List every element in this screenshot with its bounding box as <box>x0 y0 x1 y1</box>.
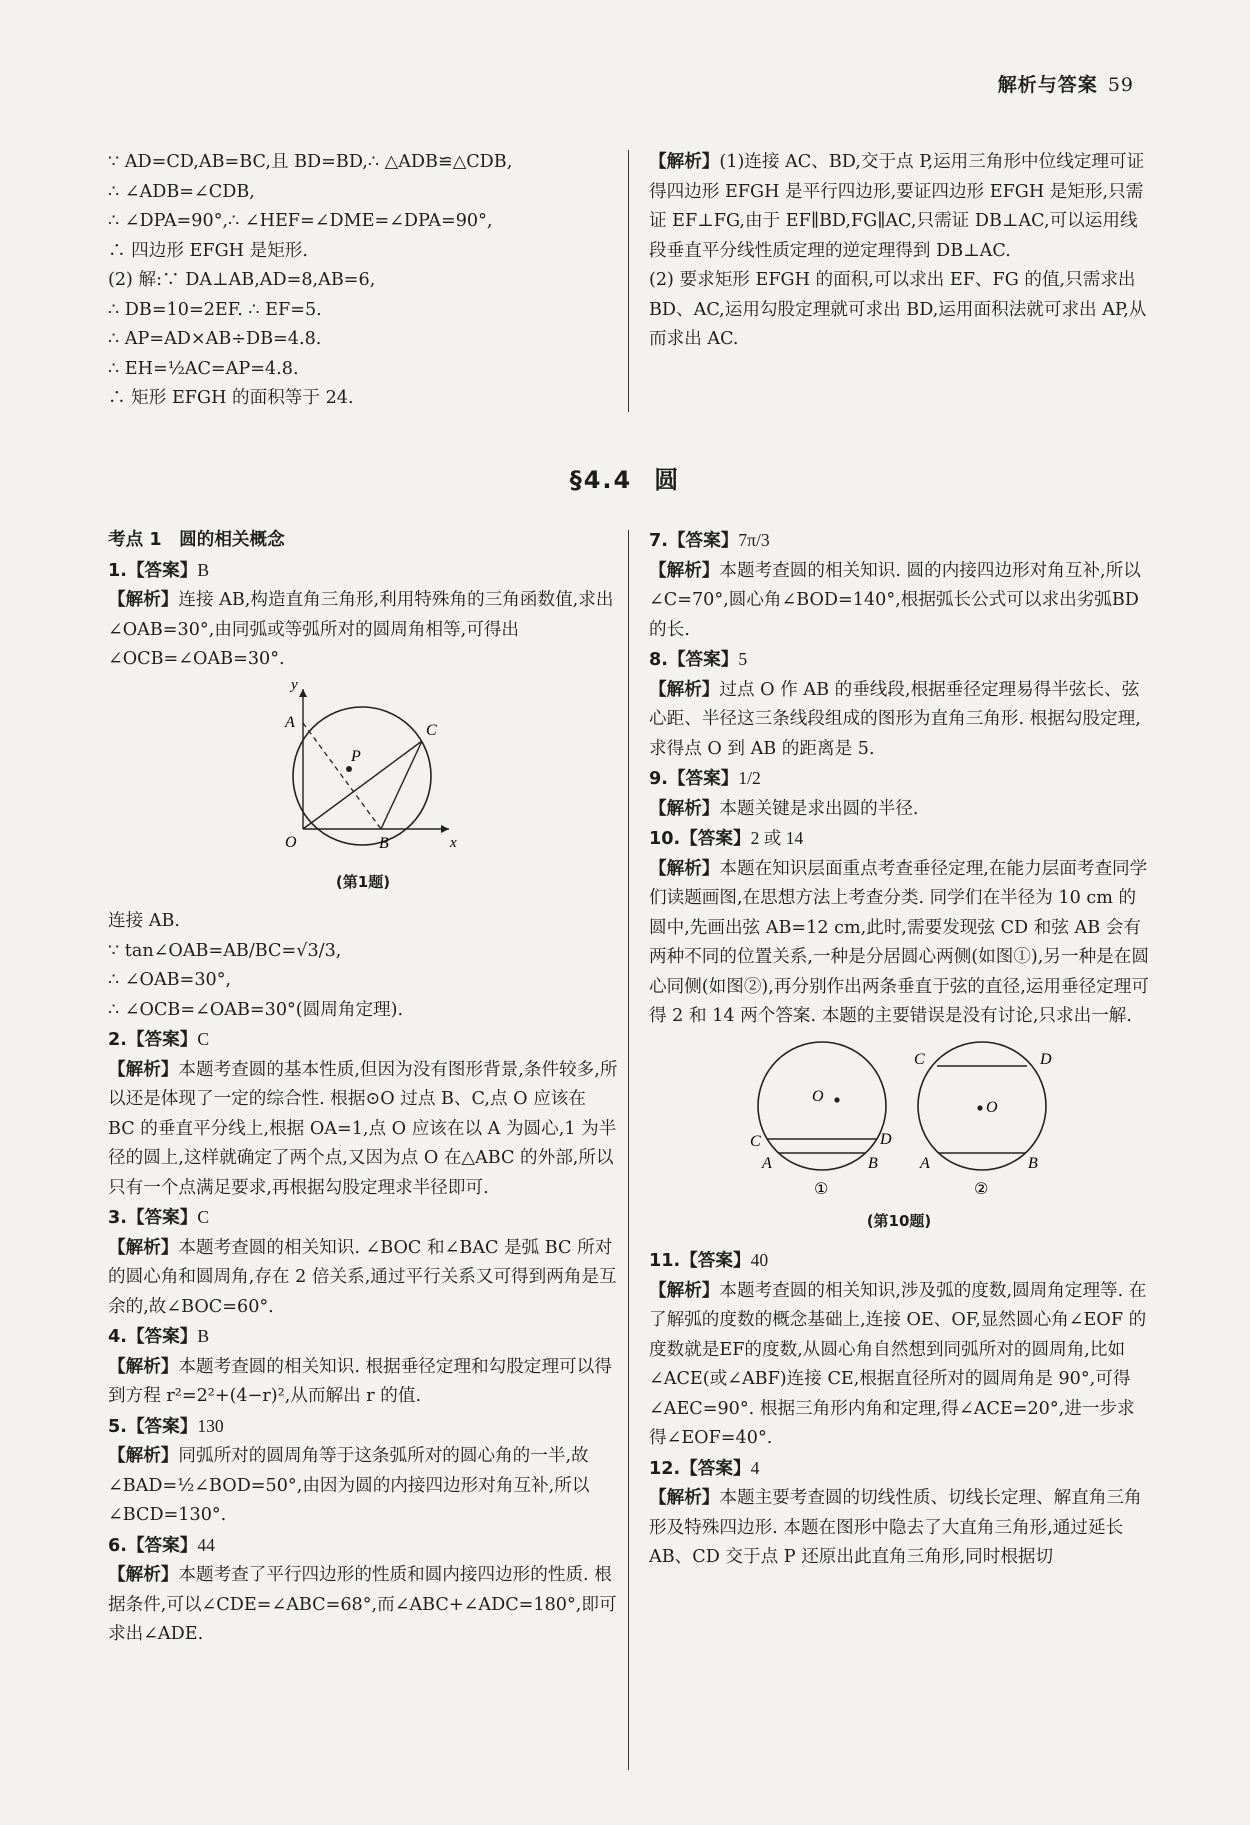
proof-line: ∴ 四边形 EFGH 是矩形. <box>108 240 308 261</box>
label-A: A <box>285 713 295 731</box>
q8-analysis: 【解析】过点 O 作 AB 的垂线段,根据垂径定理易得半弦长、弦心距、半径这三条线段组成的图形为直角三角形. 根据勾股定理,求得点 O 到 AB 的距离是 5. <box>649 679 1141 759</box>
label-y: y <box>291 678 298 693</box>
proof-line: ∴ AP=AD×AB÷DB=4.8. <box>108 329 322 349</box>
q5-answer: 5.【答案】130 <box>108 1415 224 1437</box>
fig10b-label-B: B <box>1028 1154 1038 1172</box>
label-O: O <box>285 833 297 851</box>
proof-line: ∴ 矩形 EFGH 的面积等于 24. <box>108 388 354 408</box>
q8-answer: 8.【答案】5 <box>649 649 748 670</box>
fig10b-label-D: D <box>1040 1050 1052 1068</box>
q7-answer: 7.【答案】7π/3 <box>649 530 770 551</box>
q10-analysis: 【解析】本题在知识层面重点考查垂径定理,在能力层面考查同学们读题画图,在思想方法上考查分类. 同学们在半径为 10 cm 的圆中,先画出弦 AB=12 cm,此时,需要发现弦 CD 和弦 AB 会有两种不同的位置关系,一种是分居圆心两侧(如图①),另一种是在圆心同侧(如图②),再分别作出两条垂直于弦的直径,运用垂径定理可得 2 和 14 两个答案. 本题的主要错误是没有讨论,只求出一解. <box>649 858 1149 1026</box>
label-B: B <box>379 834 389 852</box>
topic-heading: 考点 1 圆的相关概念 <box>108 530 285 550</box>
fig10b-label-A: A <box>920 1154 930 1172</box>
proof-line: ∴ EH=½AC=AP=4.8. <box>108 358 299 379</box>
q1-step: ∴ ∠OCB=∠OAB=30°(圆周角定理). <box>108 999 404 1020</box>
page-number: 59 <box>1107 74 1134 96</box>
analysis-para-2: (2) 要求矩形 EFGH 的面积,可以求出 EF、FG 的值,只需求出 BD、AC,运用勾股定理就可求出 BD,运用面积法就可求出 AP,从而求出 AC. <box>649 270 1147 349</box>
q12-answer: 12.【答案】4 <box>649 1457 760 1479</box>
label-x: x <box>450 834 457 851</box>
figure-1-caption: (第1题) <box>335 873 391 891</box>
q12-analysis: 【解析】本题主要考查圆的切线性质、切线长定理、解直角三角形及特殊四边形. 本题在图形中隐去了大直角三角形,通过延长 AB、CD 交于点 P 还原出此直角三角形,同时根据切 <box>649 1488 1142 1567</box>
fig10a-label-C: C <box>750 1132 761 1150</box>
top-right-analysis <box>649 148 1149 355</box>
q6-analysis: 【解析】本题考查了平行四边形的性质和圆内接四边形的性质. 根据条件,可以∠CDE=∠ABC=68°,而∠ABC+∠ADC=180°,即可求出∠ADE. <box>108 1565 617 1644</box>
figure-10-caption: (第10题) <box>866 1212 932 1230</box>
figure-10-diagram <box>734 1036 1064 1196</box>
q5-analysis: 【解析】同弧所对的圆周角等于这条弧所对的圆心角的一半,故∠BAD=½∠BOD=50°,由因为圆的内接四边形对角互补,所以∠BCD=130°. <box>108 1446 590 1525</box>
figure-1-diagram <box>263 679 463 857</box>
section-name: 圆 <box>654 466 681 494</box>
label-C: C <box>426 721 437 739</box>
q3-analysis: 【解析】本题考查圆的相关知识. ∠BOC 和∠BAC 是弧 BC 所对的圆心角和圆周角,存在 2 倍关系,通过平行关系又可得到两角是互余的,故∠BOC=60°. <box>108 1237 617 1317</box>
label-P: P <box>351 747 361 765</box>
fig10a-label-A: A <box>762 1154 772 1172</box>
q4-analysis: 【解析】本题考查圆的相关知识. 根据垂径定理和勾股定理可以得到方程 r²=2²+(4−r)²,从而解出 r 的值. <box>108 1356 612 1406</box>
analysis-tag: 【解析】 <box>649 152 720 172</box>
top-left-proof <box>108 148 618 414</box>
q1-analysis: 【解析】连接 AB,构造直角三角形,利用特殊角的三角函数值,求出∠OAB=30°,由同弧或等弧所对的圆周角相等,可得出∠OCB=∠OAB=30°. <box>108 590 614 669</box>
column-divider <box>628 150 629 412</box>
q10-answer: 10.【答案】2 或 14 <box>649 828 804 849</box>
q1-step: ∵ tan∠OAB=AB/BC=√3/3, <box>108 940 342 961</box>
q7-analysis: 【解析】本题考查圆的相关知识. 圆的内接四边形对角互补,所以∠C=70°,圆心角∠BOD=140°,根据弧长公式可以求出劣弧BD的长. <box>649 560 1141 640</box>
q9-analysis: 【解析】本题关键是求出圆的半径. <box>649 798 919 819</box>
right-column <box>649 526 1149 1573</box>
q1-step: 连接 AB. <box>108 911 181 931</box>
analysis-para-1 <box>649 148 1149 266</box>
q3-answer: 3.【答案】C <box>108 1207 210 1228</box>
fig10a-label-O: O <box>812 1087 824 1105</box>
section-title <box>0 460 1250 495</box>
q4-answer: 4.【答案】B <box>108 1326 210 1347</box>
q9-answer: 9.【答案】1/2 <box>649 768 761 789</box>
proof-line: (2) 解:∵ DA⊥AB,AD=8,AB=6, <box>108 270 376 290</box>
proof-line: ∵ AD=CD,AB=BC,且 BD=BD,∴ △ADB≌△CDB, <box>108 152 513 172</box>
left-column <box>108 526 618 1650</box>
header-title: 解析与答案 <box>997 74 1098 96</box>
fig10b-label-O: O <box>986 1098 998 1116</box>
page-header <box>998 70 1134 97</box>
q11-analysis: 【解析】本题考查圆的相关知识,涉及弧的度数,圆周角定理等. 在了解弧的度数的概念基础上,连接 OE、OF,显然圆心角∠EOF 的度数就是EF的度数,从圆心角自然想到同弧所对的圆周角,比如∠ACE(或∠ABF)连接 CE,根据直径所对的圆周角是 90°,可得∠AEC=90°. 根据三角形内角和定理,得∠ACE=20°,进一步求得∠EOF=40°. <box>649 1280 1147 1448</box>
fig10b-marker: ② <box>974 1178 989 1196</box>
proof-line: ∴ ∠ADB=∠CDB, <box>108 181 255 202</box>
q1-answer: 1.【答案】B <box>108 559 210 581</box>
fig10b-label-C: C <box>914 1050 925 1068</box>
fig10a-label-D: D <box>880 1130 892 1148</box>
proof-line: ∴ ∠DPA=90°,∴ ∠HEF=∠DME=∠DPA=90°, <box>108 211 493 231</box>
figure-10 <box>649 1036 1149 1207</box>
proof-line: ∴ DB=10=2EF. ∴ EF=5. <box>108 299 322 320</box>
q2-answer: 2.【答案】C <box>108 1029 210 1050</box>
section-number: §4.4 <box>569 466 633 494</box>
analysis-text: (1)连接 AC、BD,交于点 P,运用三角形中位线定理可证得四边形 EFGH 是平行四边形,要证四边形 EFGH 是矩形,只需证 EF⊥FG,由于 EF∥BD,FG∥AC,只需证 DB⊥AC,可以运用线段垂直平分线性质定理的逆定理得到 DB⊥AC. <box>649 152 1145 261</box>
q2-analysis: 【解析】本题考查圆的基本性质,但因为没有图形背景,条件较多,所以还是体现了一定的综合性. 根据⊙O 过点 B、C,点 O 应该在 BC 的垂直平分线上,根据 OA=1,点 O 应该在以 A 为圆心,1 为半径的圆上,这样就确定了两个点,又因为点 O 在△ABC 的外部,所以只有一个点满足要求,再根据勾股定理求半径即可. <box>108 1059 618 1198</box>
fig10a-marker: ① <box>814 1178 829 1196</box>
fig10a-label-B: B <box>868 1154 878 1172</box>
q11-answer: 11.【答案】40 <box>649 1250 769 1271</box>
column-divider <box>628 530 629 1770</box>
q1-step: ∴ ∠OAB=30°, <box>108 970 232 990</box>
figure-1 <box>108 679 618 868</box>
q6-answer: 6.【答案】44 <box>108 1534 215 1556</box>
